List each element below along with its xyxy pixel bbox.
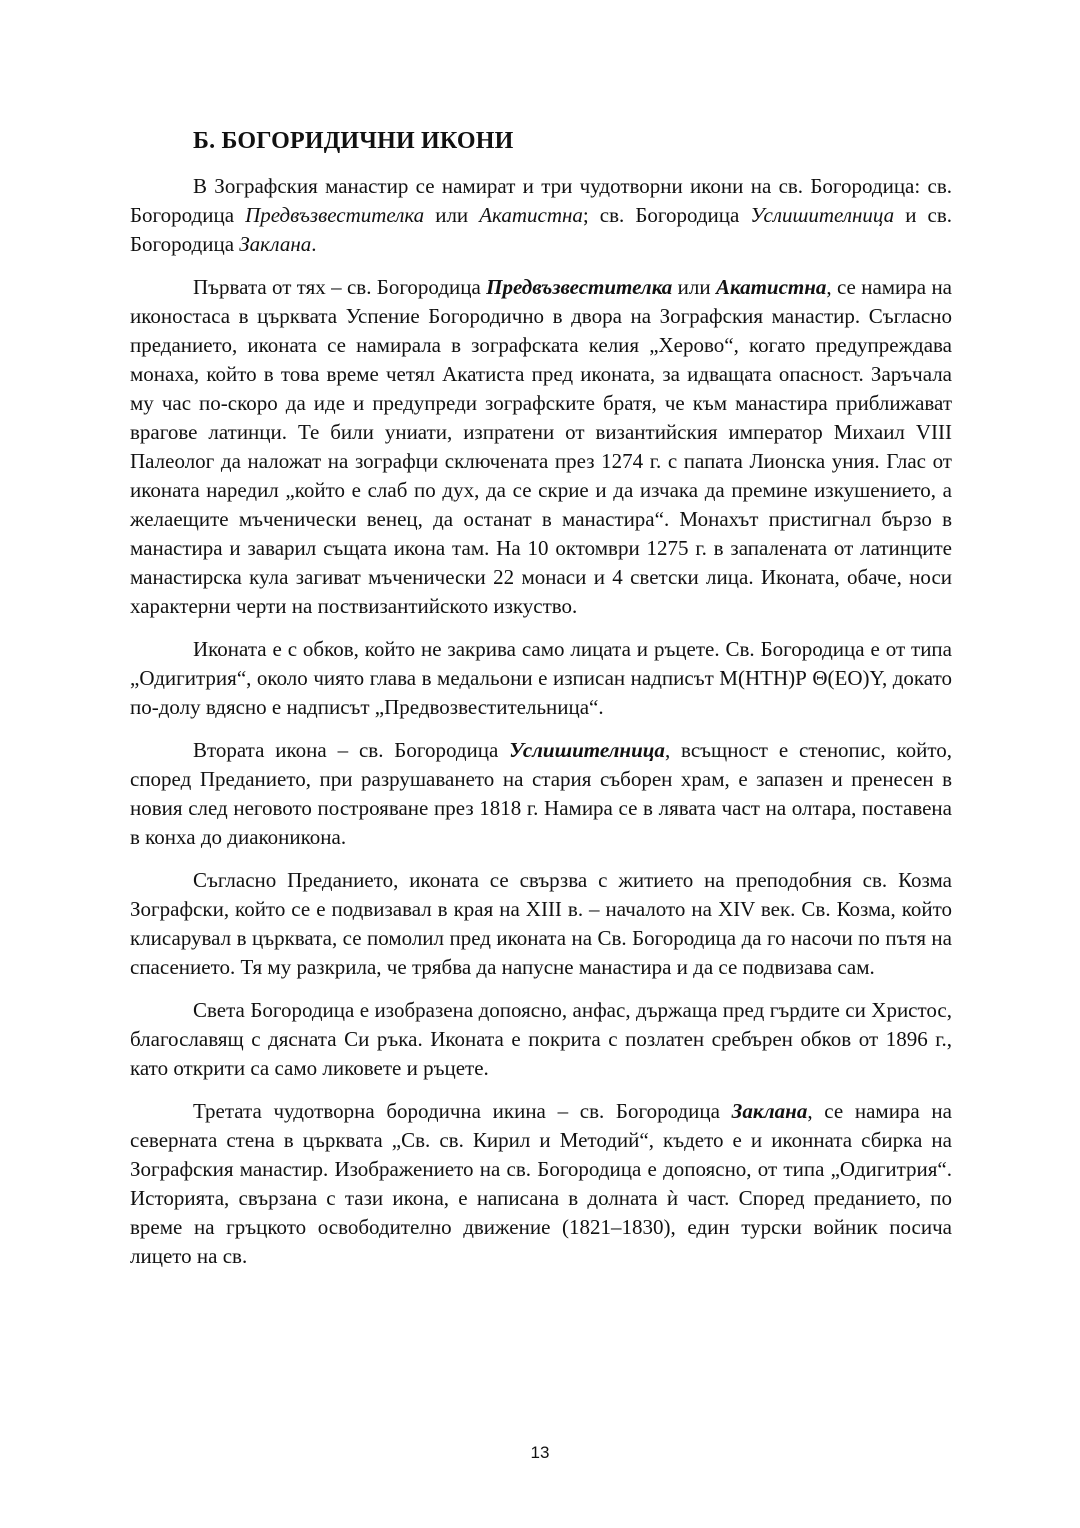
emphasis-italic: Заклана: [239, 232, 312, 256]
text-run: и св. Богородица: [130, 203, 952, 256]
paragraph: [130, 736, 952, 852]
paragraph: [130, 172, 952, 259]
text-run: Съгласно Преданието, иконата се свързва с житието на преподобния св. Козма Зографски, който се е подвизавал в края на XIII в. – началото на XIV век. Св. Козма, който клисарувал в църквата, се помолил пред иконата на Св. Богородица да го насочи по пътя на спасението. Тя му разкрила, че трябва да напусне манастира и да се подвизава сам.: [130, 868, 952, 979]
emphasis-italic: Предвъзвестителка: [245, 203, 425, 227]
text-run: Третата чудотворна бородична икина – св. Богородица: [193, 1099, 732, 1123]
emphasis-bold-italic: Заклана: [731, 1099, 808, 1123]
page-content: [130, 124, 952, 1285]
page-number: 13: [530, 1443, 550, 1462]
text-run: или: [424, 203, 480, 227]
text-run: , се намира на иконостаса в църквата Успение Богородично в двора на Зографския манастир. Съгласно преданието, иконата се намирала в зографската келия „Херово“, когато предупреждава монаха, който в това време четял Акатиста пред иконата, за идващата опасност. Заръчала му час по-скоро да иде и предупреди зографските братя, че към манастира приближават врагове латинци. Те били униати, изпратени от византийския император Михаил VIII Палеолог да наложат на зографци сключената през 1274 г. с папата Лионска уния. Глас от иконата наредил „който е слаб по дух, да се скрие и да изчака да премине изкушението, а желаещите мъченически венец, да останат в манастира“. Монахът пристигнал бързо в манастира и заварил същата икона там. На 10 октомври 1275 г. в запалената от латинците манастирска кула загиват мъченически 22 монаси и 4 светски лица. Иконата, обаче, носи характерни черти на поствизантийското изкуство.: [130, 275, 953, 618]
text-run: Света Богородица е изобразена допоясно, анфас, държаща пред гърдите си Христос, благославящ с дясната Си ръка. Иконата е покрита с позлатен сребърен обков от 1896 г., като открити са само ликовете и ръцете.: [130, 998, 952, 1080]
paragraph: [130, 866, 952, 982]
paragraph: [130, 273, 952, 621]
text-run: .: [311, 232, 317, 256]
emphasis-bold-italic: Услишителница: [509, 738, 665, 762]
text-run: , всъщност е стенопис, който, според Преданието, при разрушаването на стария съборен храм, е запазен и пренесен в новия след неговото построяване през 1818 г. Намира се в лявата част на олтара, поставена в конха до диаконикона.: [130, 738, 952, 849]
section-heading: Б. БОГОРИДИЧНИ ИКОНИ: [193, 128, 514, 154]
text-run: , се намира на северната стена в църквата „Св. св. Кирил и Методий“, където е и иконната сбирка на Зографския манастир. Изображението на св. Богородица е допоясно, от типа „Одигитрия“. Историята, свързана с тази икона, е написана в долната ѝ част. Според преданието, по време на гръцкото освободително движение (1821–1830), един турски войник посича лицето на св.: [130, 1099, 952, 1268]
text-run: Първата от тях – св. Богородица: [193, 275, 487, 299]
paragraph: [130, 996, 952, 1083]
emphasis-bold-italic: Предвъзвестителка: [486, 275, 673, 299]
emphasis-italic: Услишителница: [750, 203, 895, 227]
paragraph: [130, 1097, 952, 1271]
paragraph: [130, 635, 952, 722]
text-run: Втората икона – св. Богородица: [193, 738, 510, 762]
text-run: или: [672, 275, 716, 299]
text-run: ; св. Богородица: [582, 203, 751, 227]
emphasis-bold-italic: Акатистна: [715, 275, 827, 299]
text-run: В Зографския манастир се намират и три чудотворни икони на св. Богородица: св. Богородица: [130, 174, 952, 227]
text-run: Иконата е с обков, който не закрива само лицата и ръцете. Св. Богородица е от типа „Одигитрия“, около чиято глава в медальони е изписан надписът М(НТН)Р Θ(ЕО)Y, докато по-долу вдясно е надписът „Предвозвестительница“.: [130, 637, 952, 719]
emphasis-italic: Акатистна: [479, 203, 583, 227]
